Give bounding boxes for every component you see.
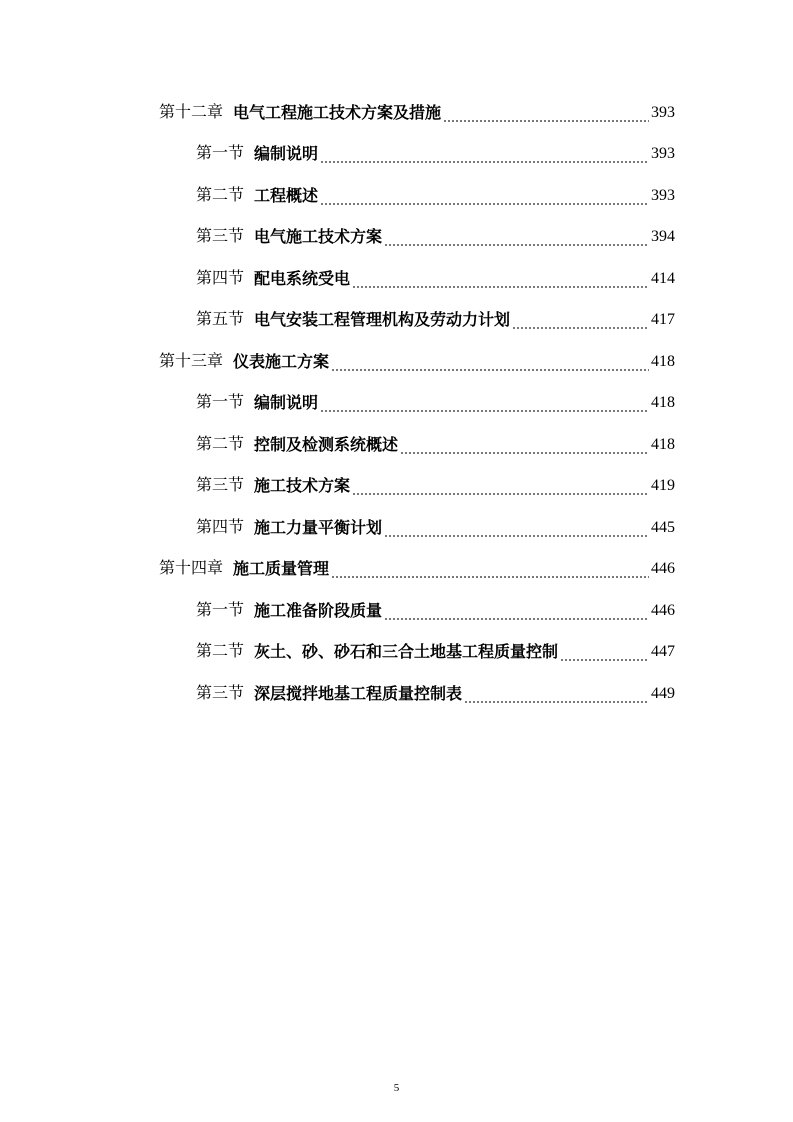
toc-entry-section[interactable]: [0, 383, 675, 425]
toc-entry-title: 配电系统受电: [254, 268, 351, 288]
toc-entry-title: 深层搅拌地基工程质量控制表: [254, 683, 463, 703]
dot-leader: [320, 410, 649, 412]
toc-entry-page-number: 418: [651, 394, 675, 412]
toc-entry-title: 施工准备阶段质量: [254, 600, 383, 620]
toc-entry-title: 编制说明: [254, 393, 319, 413]
dot-leader: [331, 369, 649, 371]
toc-entry-page-number: 447: [651, 643, 675, 661]
toc-entry-page-number: 417: [651, 311, 675, 329]
dot-leader: [560, 659, 649, 661]
dot-leader: [320, 161, 649, 163]
toc-entry-page-number: 446: [651, 601, 675, 619]
dot-leader: [443, 120, 649, 122]
toc-entry-section[interactable]: [0, 175, 675, 217]
table-of-contents: [0, 92, 793, 715]
toc-entry-prefix: 第二节: [196, 643, 245, 661]
toc-entry-page-number: 445: [651, 518, 675, 536]
toc-entry-section[interactable]: [0, 217, 675, 259]
dot-leader: [384, 535, 649, 537]
toc-entry-section[interactable]: [0, 632, 675, 674]
dot-leader: [352, 286, 649, 288]
toc-entry-section[interactable]: [0, 466, 675, 508]
toc-entry-prefix: 第四节: [196, 269, 245, 287]
toc-entry-page-number: 418: [651, 352, 675, 370]
toc-entry-section[interactable]: [0, 673, 675, 715]
toc-entry-prefix: 第三节: [196, 228, 245, 246]
toc-entry-title: 工程概述: [254, 185, 319, 205]
toc-entry-prefix: 第四节: [196, 518, 245, 536]
dot-leader: [384, 618, 649, 620]
toc-entry-prefix: 第十三章: [159, 352, 224, 370]
dot-leader: [320, 203, 649, 205]
toc-entry-chapter-14[interactable]: [0, 549, 675, 591]
toc-entry-title: 电气工程施工技术方案及措施: [233, 102, 442, 122]
toc-entry-page-number: 414: [651, 269, 675, 287]
toc-entry-section[interactable]: [0, 258, 675, 300]
toc-entry-prefix: 第一节: [196, 601, 245, 619]
toc-entry-title: 电气安装工程管理机构及劳动力计划: [254, 310, 511, 330]
dot-leader: [512, 327, 649, 329]
toc-entry-title: 电气施工技术方案: [254, 227, 383, 247]
toc-entry-title: 施工技术方案: [254, 476, 351, 496]
toc-entry-title: 施工质量管理: [233, 559, 330, 579]
toc-entry-chapter-12[interactable]: [0, 92, 675, 134]
toc-entry-title: 控制及检测系统概述: [254, 434, 399, 454]
toc-entry-chapter-13[interactable]: [0, 341, 675, 383]
toc-entry-prefix: 第五节: [196, 311, 245, 329]
dot-leader: [331, 576, 649, 578]
dot-leader: [384, 244, 649, 246]
toc-entry-section[interactable]: [0, 507, 675, 549]
toc-entry-page-number: 446: [651, 560, 675, 578]
toc-entry-prefix: 第十四章: [159, 560, 224, 578]
dot-leader: [464, 701, 649, 703]
toc-entry-title: 仪表施工方案: [233, 351, 330, 371]
toc-entry-section[interactable]: [0, 300, 675, 342]
toc-entry-title: 施工力量平衡计划: [254, 517, 383, 537]
toc-entry-prefix: 第一节: [196, 145, 245, 163]
toc-entry-page-number: 449: [651, 684, 675, 702]
toc-entry-page-number: 393: [651, 186, 675, 204]
page-number-footer: 5: [393, 1082, 400, 1094]
toc-entry-page-number: 418: [651, 435, 675, 453]
toc-entry-page-number: 419: [651, 477, 675, 495]
dot-leader: [400, 452, 649, 454]
toc-entry-prefix: 第三节: [196, 684, 245, 702]
toc-entry-page-number: 393: [651, 103, 675, 121]
toc-entry-page-number: 393: [651, 145, 675, 163]
toc-entry-title: 编制说明: [254, 144, 319, 164]
toc-entry-page-number: 394: [651, 228, 675, 246]
toc-entry-prefix: 第十二章: [159, 103, 224, 121]
toc-entry-section[interactable]: [0, 134, 675, 176]
dot-leader: [352, 493, 649, 495]
toc-entry-prefix: 第二节: [196, 186, 245, 204]
toc-entry-section[interactable]: [0, 424, 675, 466]
toc-entry-prefix: 第三节: [196, 477, 245, 495]
toc-entry-prefix: 第二节: [196, 435, 245, 453]
toc-entry-section[interactable]: [0, 590, 675, 632]
toc-entry-prefix: 第一节: [196, 394, 245, 412]
toc-entry-title: 灰土、砂、砂石和三合土地基工程质量控制: [254, 642, 559, 662]
